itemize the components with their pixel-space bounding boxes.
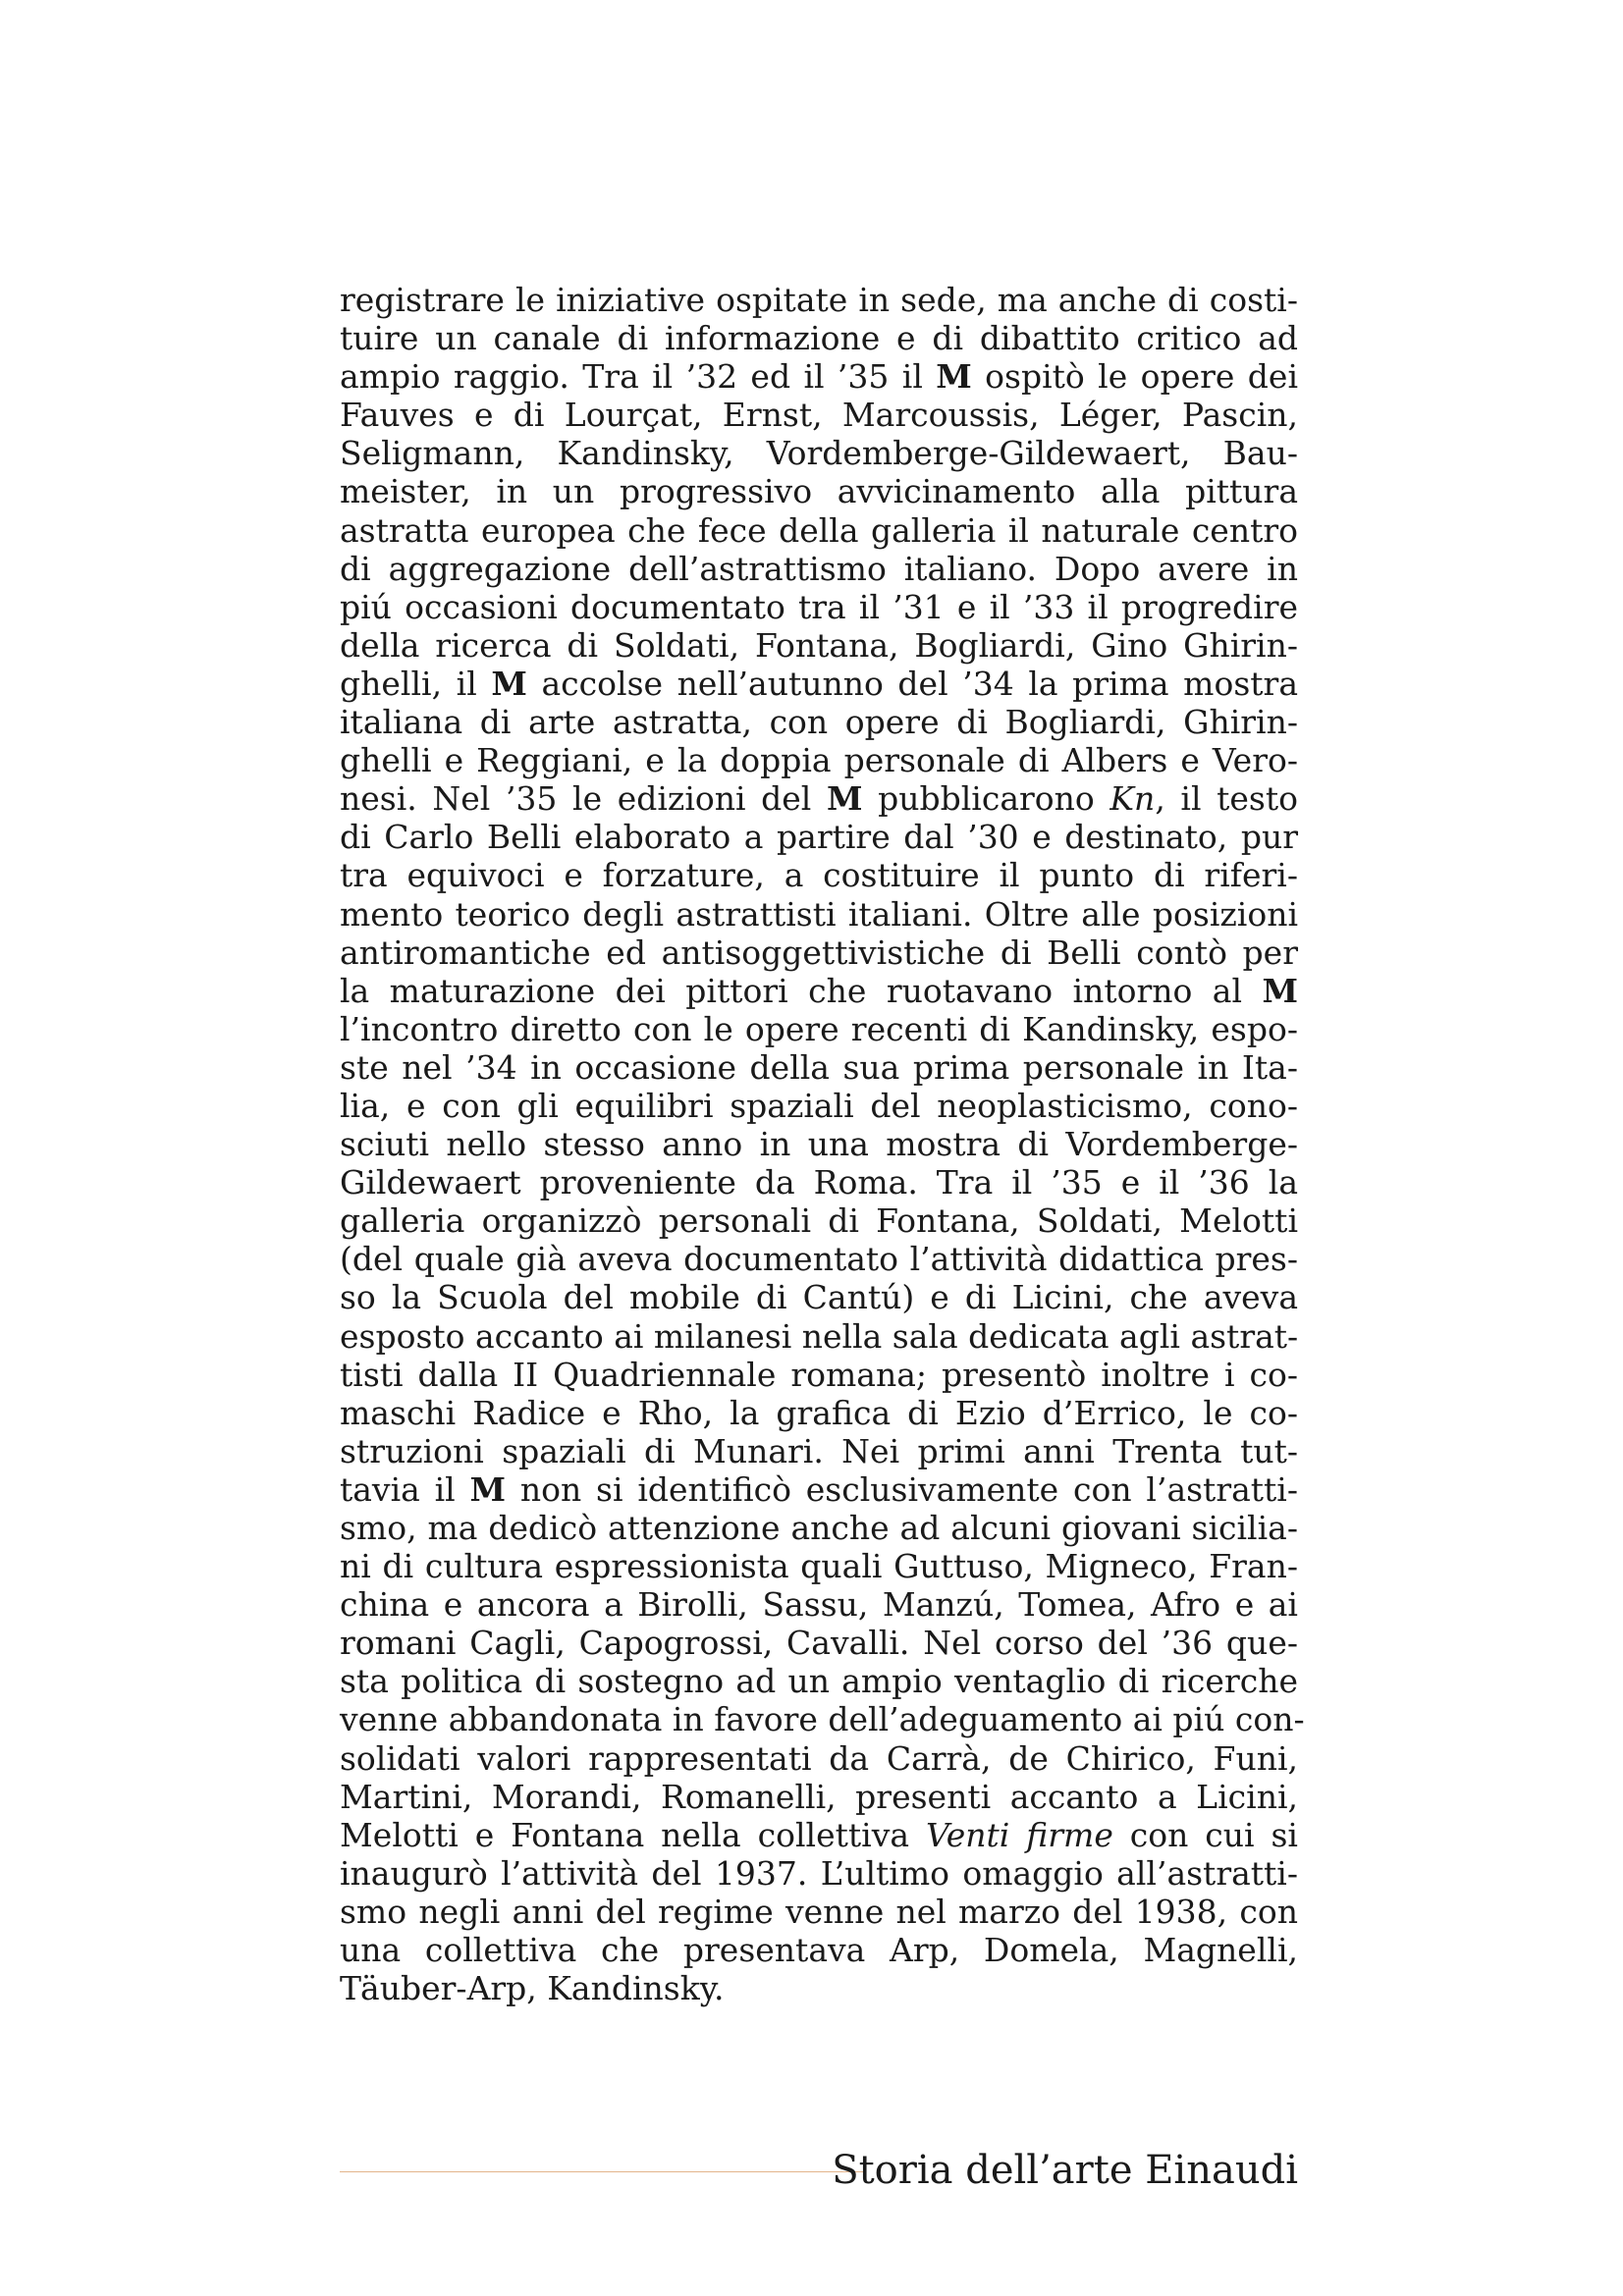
text-line: romani Cagli, Capogrossi, Cavalli. Nel corso del ’36 que- <box>340 1624 1298 1663</box>
text-line: Seligmann, Kandinsky, Vordemberge-Gildewaert, Bau- <box>340 434 1298 473</box>
text-line: ni di cultura espressionista quali Guttuso, Migneco, Fran- <box>340 1547 1298 1586</box>
text-line: smo, ma dedicò attenzione anche ad alcuni giovani sicilia- <box>340 1509 1298 1547</box>
text-line: tavia il M non si identificò esclusivamente con l’astratti- <box>340 1469 1298 1509</box>
text-line: venne abbandonata in favore dell’adeguamento ai piú con- <box>340 1700 1305 1739</box>
text-line: esposto accanto ai milanesi nella sala dedicata agli astrat- <box>340 1316 1299 1356</box>
text-line: di Carlo Belli elaborato a partire dal ’30 e destinato, pur <box>340 818 1298 857</box>
text-line: l’incontro diretto con le opere recenti di Kandinsky, espo- <box>340 1009 1298 1048</box>
text-line: piú occasioni documentato tra il ’31 e il ’33 il progredire <box>340 587 1298 626</box>
text-line: Fauves e di Lourçat, Ernst, Marcoussis, Léger, Pascin, <box>340 396 1298 435</box>
text-line: una collettiva che presentava Arp, Domela, Magnelli, <box>340 1931 1298 1970</box>
text-line: meister, in un progressivo avvicinamento alla pittura <box>340 472 1298 511</box>
text-line: registrare le iniziative ospitate in sede, ma anche di costi- <box>340 281 1298 319</box>
text-line: ghelli e Reggiani, e la doppia personale di Albers e Vero- <box>340 741 1298 780</box>
text-line: solidati valori rappresentati da Carrà, de Chirico, Funi, <box>340 1738 1298 1778</box>
text-line: italiana di arte astratta, con opere di Bogliardi, Ghirin- <box>340 703 1298 742</box>
text-line: tisti dalla II Quadriennale romana; presentò inoltre i co- <box>340 1355 1298 1394</box>
text-line: ste nel ’34 in occasione della sua prima personale in Ita- <box>340 1047 1298 1087</box>
text-line: mento teorico degli astrattisti italiani. Oltre alle posizioni <box>340 894 1298 934</box>
footer-rule <box>340 2171 866 2172</box>
text-line: ampio raggio. Tra il ’32 ed il ’35 il M ospitò le opere dei <box>340 357 1298 397</box>
text-line: lia, e con gli equilibri spaziali del neoplasticismo, cono- <box>340 1086 1298 1125</box>
text-line: galleria organizzò personali di Fontana, Soldati, Melotti <box>340 1201 1298 1241</box>
text-line: maschi Radice e Rho, la grafica di Ezio d’Errico, le co- <box>340 1393 1298 1432</box>
text-line: tuire un canale di informazione e di dibattito critico ad <box>340 319 1298 358</box>
text-line: (del quale già aveva documentato l’attività didattica pres- <box>340 1240 1298 1279</box>
text-line: di aggregazione dell’astrattismo italiano. Dopo avere in <box>340 549 1298 588</box>
text-line: la maturazione dei pittori che ruotavano intorno al M <box>340 971 1298 1010</box>
text-line: sta politica di sostegno ad un ampio ventaglio di ricerche <box>340 1662 1298 1701</box>
text-line: Gildewaert proveniente da Roma. Tra il ’35 e il ’36 la <box>340 1163 1298 1202</box>
text-line: della ricerca di Soldati, Fontana, Bogliardi, Gino Ghirin- <box>340 625 1298 665</box>
text-line: Täuber-Arp, Kandinsky. <box>340 1969 725 2008</box>
page-footer <box>340 2146 1298 2195</box>
text-line: inaugurò l’attività del 1937. L’ultimo omaggio all’astratti- <box>340 1853 1298 1893</box>
text-line: tra equivoci e forzature, a costituire il punto di riferi- <box>340 856 1298 895</box>
body-text <box>340 281 1305 2008</box>
text-line: antiromantiche ed antisoggettivistiche di Belli contò per <box>340 933 1298 972</box>
text-line: astratta europea che fece della galleria il naturale centro <box>340 510 1298 550</box>
text-line: ghelli, il M accolse nell’autunno del ’34 la prima mostra <box>340 664 1298 703</box>
text-line: so la Scuola del mobile di Cantú) e di Licini, che aveva <box>340 1278 1298 1317</box>
text-line: china e ancora a Birolli, Sassu, Manzú, Tomea, Afro e ai <box>340 1585 1298 1625</box>
text-line: struzioni spaziali di Munari. Nei primi anni Trenta tut- <box>340 1431 1298 1470</box>
text-line: nesi. Nel ’35 le edizioni del M pubblicarono Kn, il testo <box>340 779 1299 819</box>
text-line: Martini, Morandi, Romanelli, presenti accanto a Licini, <box>340 1777 1298 1816</box>
footer-title: Storia dell’arte Einaudi <box>832 2148 1298 2193</box>
text-line: Melotti e Fontana nella collettiva Venti firme con cui si <box>340 1815 1298 1854</box>
text-line: sciuti nello stesso anno in una mostra di Vordemberge- <box>340 1125 1298 1164</box>
text-line: smo negli anni del regime venne nel marzo del 1938, con <box>340 1892 1298 1931</box>
